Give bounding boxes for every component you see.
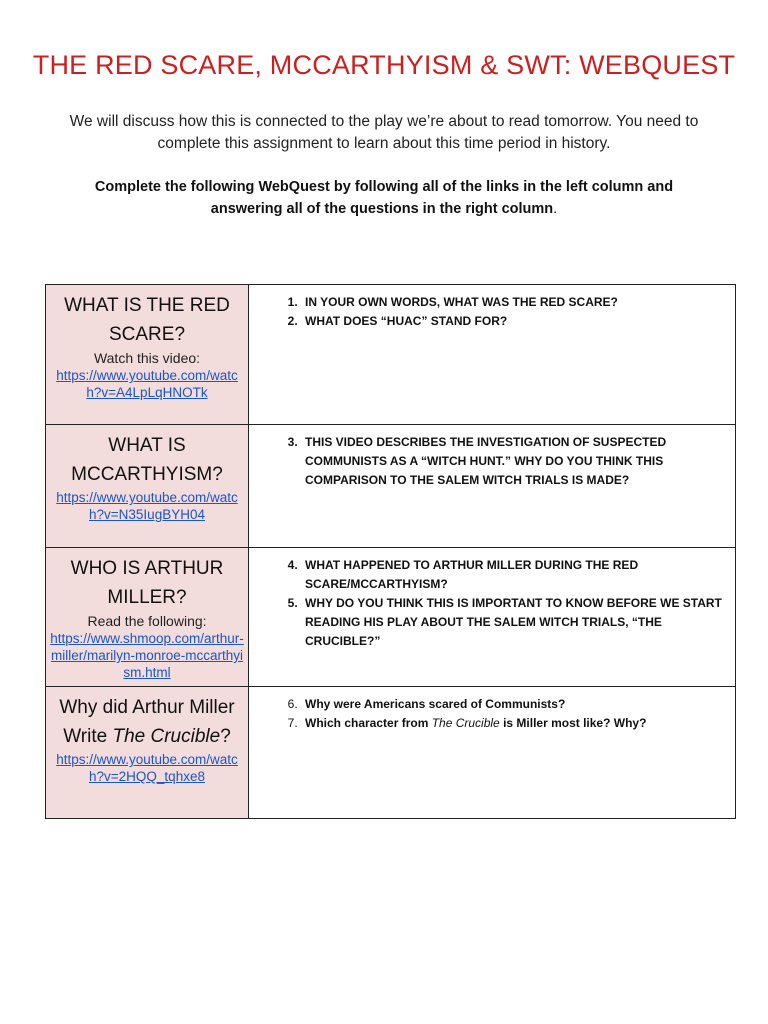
question-list [249,695,725,733]
questions-cell-crucible [249,687,736,819]
topic-cell-arthur-miller [46,548,249,687]
question-6-text: Why were Americans scared of Communists? [305,697,566,711]
topic-title-start: Why did Arthur Miller Write [59,697,235,747]
question-list [249,556,725,651]
question-3: 3. THIS VIDEO DESCRIBES THE INVESTIGATION OF SUSPECTED COMMUNISTS AS A “WITCH HUNT.” WHY DO YOU THINK THIS COMPARISON TO THE SALEM WITCH TRIALS IS MADE? [301,433,725,490]
topic-subtitle: Read the following: [87,613,207,629]
topic-cell-mccarthyism [46,425,249,548]
page-title: THE RED SCARE, MCCARTHYISM & SWT: WEBQUEST [32,50,736,80]
table-row [46,285,736,425]
question-6 [301,695,725,714]
instructions-period: . [553,201,558,217]
question-5: 5. WHY DO YOU THINK THIS IS IMPORTANT TO KNOW BEFORE WE START READING HIS PLAY ABOUT THE SALEM WITCH TRIALS, “THE CRUCIBLE?” [301,594,725,651]
questions-cell-red-scare [249,285,736,425]
topic-cell-crucible [46,687,249,819]
table-row [46,548,736,687]
instructions-text: Complete the following WebQuest by following all of the links in the left column and answering all of the questions in the right column [94,179,674,217]
question-7-end: is Miller most like? Why? [499,716,647,730]
video-link-crucible[interactable]: https://www.youtube.com/watch?v=2HQQ_tqhxe8 [56,752,238,784]
question-2: 2. WHAT DOES “HUAC” STAND FOR? [301,312,725,331]
question-7-italic: The Crucible [431,716,500,730]
question-7 [301,714,725,733]
question-list [249,433,725,490]
question-7-start: Which character from [305,716,432,730]
article-link-arthur-miller[interactable]: https://www.shmoop.com/arthur-miller/marilyn-monroe-mccarthyism.html [50,631,244,680]
question-list [249,293,725,331]
topic-cell-red-scare [46,285,249,425]
table-row [46,425,736,548]
instructions-paragraph [60,176,708,220]
question-1: 1. IN YOUR OWN WORDS, WHAT WAS THE RED SCARE? [301,293,725,312]
topic-title-end: ? [220,726,231,747]
questions-cell-mccarthyism [249,425,736,548]
topic-title [50,693,244,751]
video-link-red-scare[interactable]: https://www.youtube.com/watch?v=A4LpLqHNOTk [56,368,238,400]
intro-paragraph: We will discuss how this is connected to the play we’re about to read tomorrow. You need to complete this assignment to learn about this time period in history. [69,113,699,152]
webquest-table [45,284,736,819]
question-4: 4. WHAT HAPPENED TO ARTHUR MILLER DURING THE RED SCARE/MCCARTHYISM? [301,556,725,594]
topic-title: WHAT IS MCCARTHYISM? [71,435,223,485]
topic-subtitle: Watch this video: [93,350,201,366]
topic-title: WHO IS ARTHUR MILLER? [70,558,224,608]
topic-title-italic: The Crucible [112,726,221,747]
table-row [46,687,736,819]
topic-title: WHAT IS THE RED SCARE? [64,295,230,345]
video-link-mccarthyism[interactable]: https://www.youtube.com/watch?v=N35IugBYH04 [56,490,238,522]
questions-cell-arthur-miller [249,548,736,687]
